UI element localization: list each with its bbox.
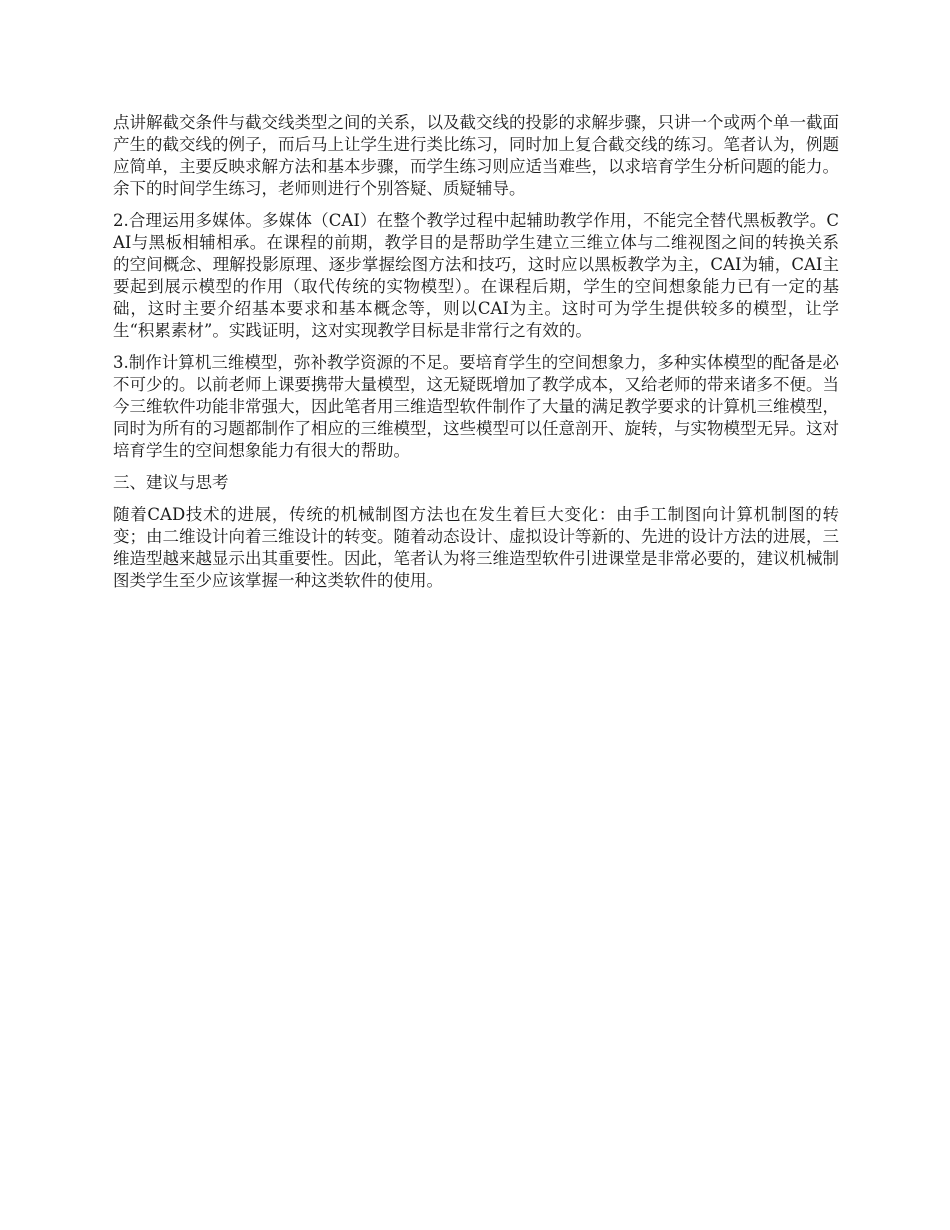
paragraph-multimedia: 2.合理运用多媒体。多媒体（CAI）在整个教学过程中起辅助教学作用，不能完全替代黑板教学。CAI与黑板相辅相承。在课程的前期，教学目的是帮助学生建立三维立体与二维视图之间的转换关系的空间概念、理解投影原理、逐步掌握绘图方法和技巧，这时应以黑板教学为主，CAI为辅，CAI主要起到展示模型的作用（取代传统的实物模型）。在课程后期，学生的空间想象能力已有一定的基础，这时主要介绍基本要求和基本概念等，则以CAI为主。这时可为学生提供较多的模型，让学生“积累素材”。实践证明，这对实现教学目标是非常行之有效的。 bbox=[113, 211, 839, 340]
paragraph-3d-models: 3.制作计算机三维模型，弥补教学资源的不足。要培育学生的空间想象力，多种实体模型的配备是必不可少的。以前老师上课要携带大量模型，这无疑既增加了教学成本，又给老师的带来诸多不便。当今三维软件功能非常强大，因此笔者用三维造型软件制作了大量的满足教学要求的计算机三维模型，同时为所有的习题都制作了相应的三维模型，这些模型可以任意剖开、旋转，与实物模型无异。这对培育学生的空间想象能力有很大的帮助。 bbox=[113, 353, 839, 460]
section-heading: 三、建议与思考 bbox=[113, 473, 229, 492]
paragraph-conclusion: 随着CAD技术的进展，传统的机械制图方法也在发生着巨大变化：由手工制图向计算机制图的转变；由二维设计向着三维设计的转变。随着动态设计、虚拟设计等新的、先进的设计方法的进展，三维造型越来越显示出其重要性。因此，笔者认为将三维造型软件引进课堂是非常必要的，建议机械制图类学生至少应该掌握一种这类软件的使用。 bbox=[113, 505, 839, 590]
document-page bbox=[113, 112, 839, 602]
paragraph-teaching-steps: 点讲解截交条件与截交线类型之间的关系，以及截交线的投影的求解步骤，只讲一个或两个单一截面产生的截交线的例子，而后马上让学生进行类比练习，同时加上复合截交线的练习。笔者认为，例题应简单，主要反映求解方法和基本步骤，而学生练习则应适当难些，以求培育学生分析问题的能力。余下的时间学生练习，老师则进行个别答疑、质疑辅导。 bbox=[113, 113, 839, 198]
